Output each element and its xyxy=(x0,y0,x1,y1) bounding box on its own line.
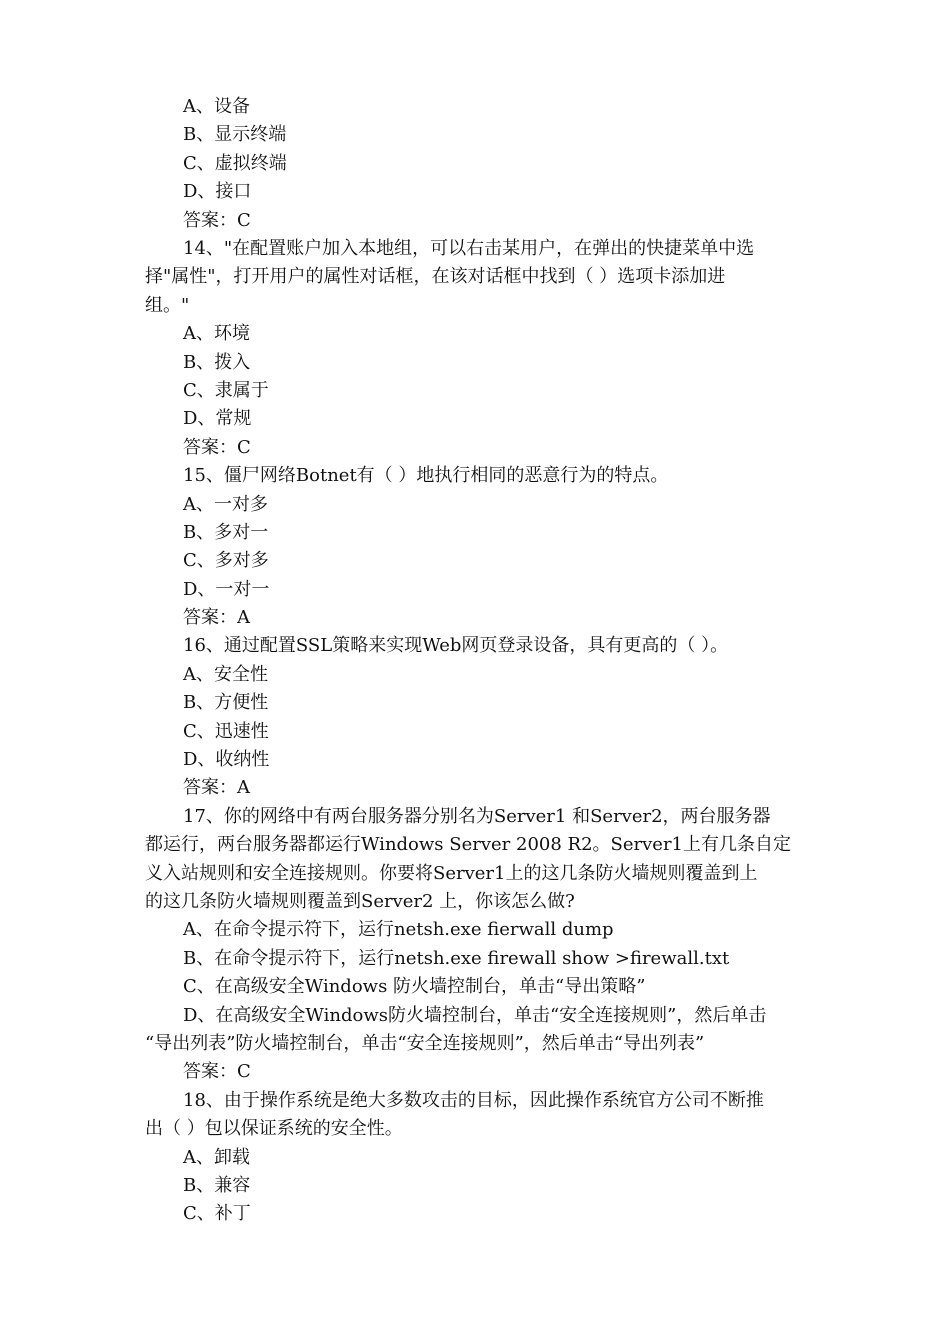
question-17-line-3: 义入站规则和安全连接规则。你要将Server1上的这几条防火墙规则覆盖到上 xyxy=(145,862,758,884)
option-a: A、环境 xyxy=(183,323,250,345)
question-18-line-2: 出（ ）包以保证系统的安全性。 xyxy=(145,1118,403,1140)
document-body xyxy=(145,93,810,1229)
option-d: D、收纳性 xyxy=(183,749,270,771)
option-d-line-1: D、在高级安全Windows防火墙控制台，单击“安全连接规则”，然后单击 xyxy=(183,1004,767,1026)
option-b: B、方便性 xyxy=(183,692,269,714)
option-a: A、一对多 xyxy=(183,493,268,515)
option-d xyxy=(145,1002,810,1059)
answer: 答案：C xyxy=(183,209,251,231)
option-d: D、常规 xyxy=(183,408,252,430)
option-c: C、补丁 xyxy=(183,1203,251,1225)
question-15: 15、僵尸网络Botnet有（ ）地执行相同的恶意行为的特点。 xyxy=(183,465,669,487)
question-14-line-1: 14、"在配置账户加入本地组，可以右击某用户，在弹出的快捷菜单中选 xyxy=(183,237,755,259)
question-18-line-1: 18、由于操作系统是绝大多数攻击的目标，因此操作系统官方公司不断推 xyxy=(183,1089,764,1111)
question-14 xyxy=(145,235,810,320)
option-b: B、拨入 xyxy=(183,351,251,373)
answer: 答案：C xyxy=(183,1061,251,1083)
option-b: B、多对一 xyxy=(183,521,269,543)
question-16: 16、通过配置SSL策略来实现Web网页登录设备，具有更高的（ ）。 xyxy=(183,635,729,657)
option-c: C、多对多 xyxy=(183,550,269,572)
answer: 答案：A xyxy=(183,777,250,799)
answer: 答案：A xyxy=(183,607,250,629)
option-a: A、设备 xyxy=(183,96,250,117)
option-c: C、在高级安全Windows 防火墙控制台，单击“导出策略” xyxy=(183,976,646,998)
question-17 xyxy=(145,803,810,917)
option-d-line-2: “导出列表”防火墙控制台，单击“安全连接规则”，然后单击“导出列表” xyxy=(145,1033,705,1055)
question-17-line-2: 都运行，两台服务器都运行Windows Server 2008 R2。Server1上有几条自定 xyxy=(145,834,791,856)
option-b: B、显示终端 xyxy=(183,124,287,146)
question-17-line-1: 17、你的网络中有两台服务器分别名为Server1 和Server2，两台服务器 xyxy=(183,805,771,827)
option-c: C、隶属于 xyxy=(183,379,269,401)
option-b: B、在命令提示符下，运行netsh.exe firewall show >firewall.txt xyxy=(183,947,730,969)
question-17-line-4: 的这几条防火墙规则覆盖到Server2 上，你该怎么做? xyxy=(145,891,575,913)
option-c: C、迅速性 xyxy=(183,720,269,742)
option-a: A、卸载 xyxy=(183,1146,250,1168)
question-18 xyxy=(145,1087,810,1144)
option-b: B、兼容 xyxy=(183,1175,251,1197)
option-a: A、安全性 xyxy=(183,663,268,685)
option-d: D、接口 xyxy=(183,181,252,203)
option-c: C、虚拟终端 xyxy=(183,152,287,174)
question-14-line-2: 择"属性"，打开用户的属性对话框，在该对话框中找到（ ）选项卡添加进 xyxy=(145,266,726,288)
question-14-line-3: 组。" xyxy=(145,294,190,316)
option-a: A、在命令提示符下，运行netsh.exe fierwall dump xyxy=(183,919,614,941)
option-d: D、一对一 xyxy=(183,578,270,600)
answer: 答案：C xyxy=(183,436,251,458)
